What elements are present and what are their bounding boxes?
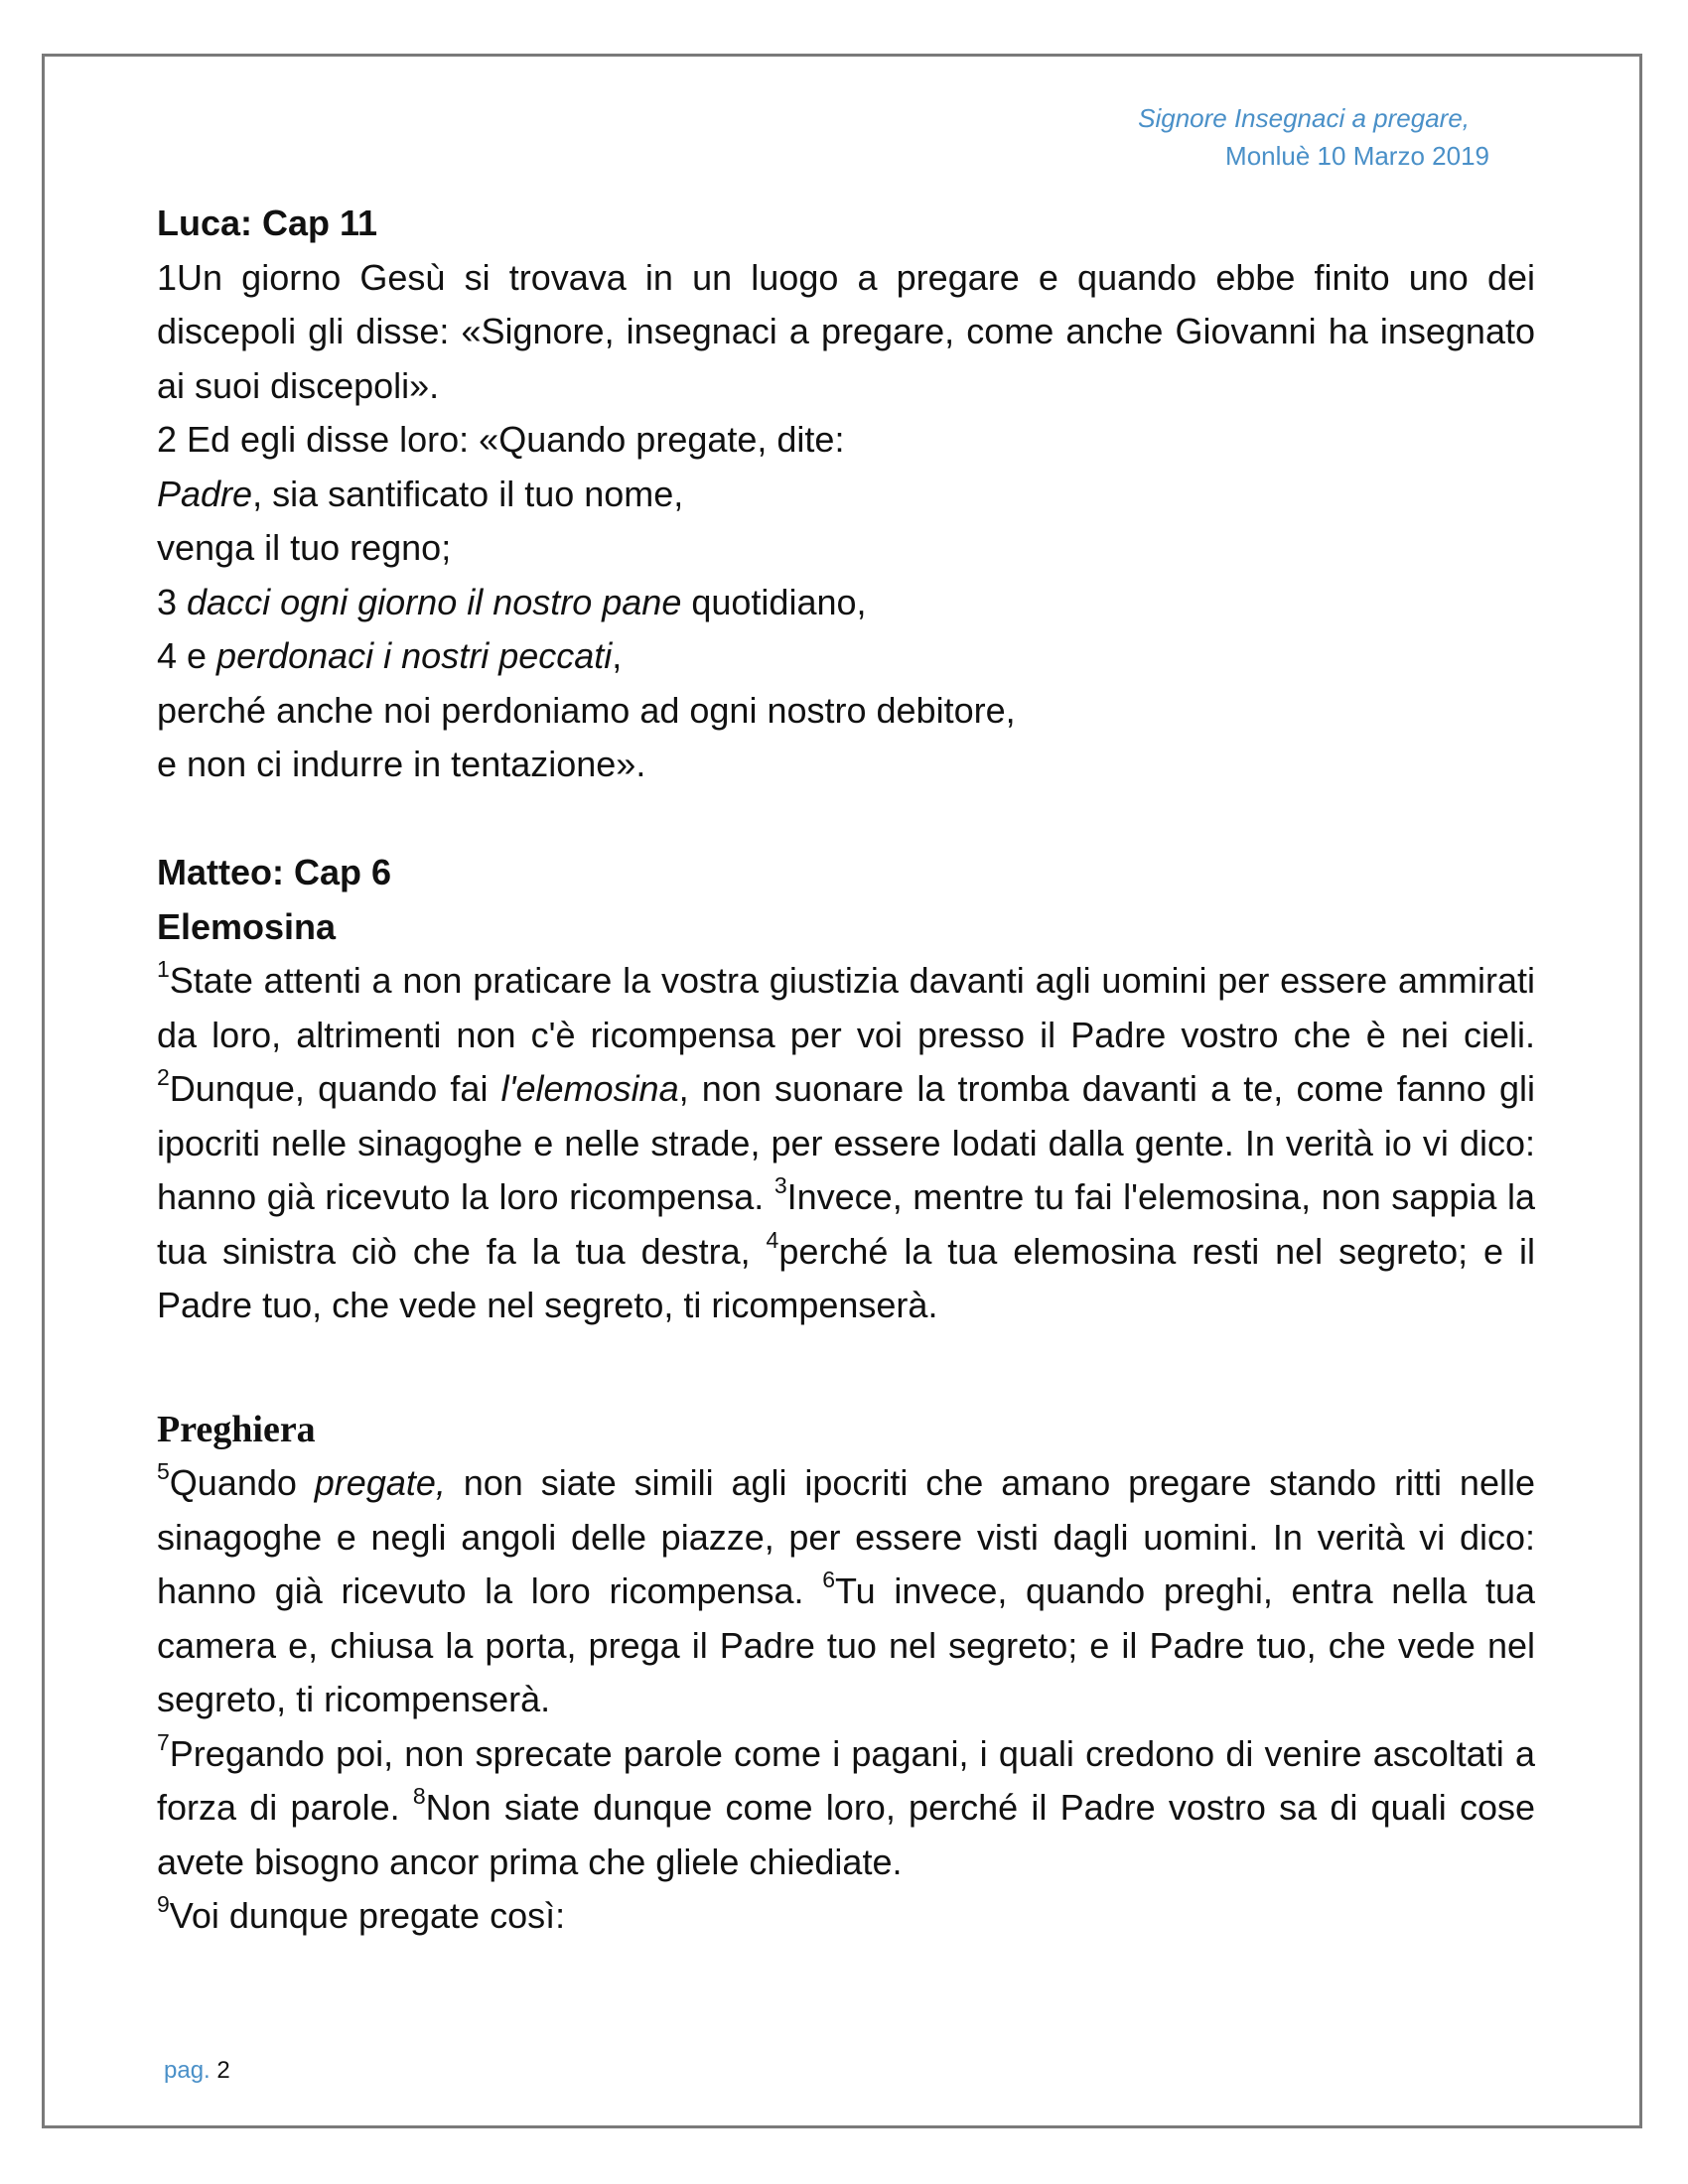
- prayer-line-1: [157, 468, 1535, 522]
- prayer-line-4-text: ,: [612, 635, 623, 676]
- paragraph-text: Tu invece, quando preghi, entra nella tua camera e, chiusa la porta, prega il Padre tuo nel segreto; e il Padre tuo, che vede nel segreto, ti ricompenserà.: [157, 1570, 1535, 1719]
- prayer-line-6: e non ci indurre in tentazione».: [157, 744, 646, 784]
- verse-number: 6: [822, 1567, 836, 1592]
- paragraph-text: , non suonare la tromba davanti a te, come fanno gli ipocriti nelle sinagoghe e nelle strade, per essere lodati dalla gente. In verità io vi dico: hanno già ricevuto la loro ricompensa.: [157, 1068, 1536, 1217]
- luca-verse-2: 2 Ed egli disse loro: «Quando pregate, dite:: [157, 419, 845, 460]
- paragraph-text: Non siate dunque come loro, perché il Padre vostro sa di quali cose avete bisogno ancor prima che gliele chiediate.: [157, 1787, 1535, 1882]
- paragraph-italic: pregate,: [314, 1462, 446, 1503]
- paragraph-italic: l'elemosina: [500, 1068, 679, 1109]
- page-label: pag.: [164, 2057, 211, 2084]
- verse-number: 7: [157, 1728, 170, 1755]
- verse-number: 2: [157, 1064, 170, 1090]
- paragraph-text: Dunque, quando fai: [169, 1068, 501, 1109]
- page-number: 2: [216, 2057, 230, 2084]
- spacer: [157, 1333, 1535, 1403]
- preghiera-paragraph-1: [157, 1456, 1535, 1727]
- preghiera-heading: Preghiera: [157, 1408, 316, 1450]
- prayer-line-4-italic: perdonaci i nostri peccati: [216, 635, 613, 676]
- prayer-line-1-italic: Padre: [157, 473, 253, 514]
- prayer-line-4-num: 4 e: [157, 635, 217, 676]
- prayer-line-3-num: 3: [157, 581, 188, 622]
- spacer: [157, 792, 1535, 847]
- prayer-line-2: venga il tuo regno;: [157, 527, 452, 568]
- paragraph-text: State attenti a non praticare la vostra giustizia davanti agli uomini per essere ammirati da loro, altrimenti non c'è ricompensa per voi presso il Padre vostro che è nei cieli.: [157, 960, 1535, 1055]
- luca-heading: Luca: Cap 11: [157, 203, 378, 243]
- header-title: Signore Insegnaci a pregare,: [1138, 103, 1470, 133]
- matteo-heading: Matteo: Cap 6: [157, 852, 392, 892]
- header-date: Monluè 10 Marzo 2019: [1225, 141, 1489, 171]
- paragraph-text: Pregando poi, non sprecate parole come i pagani, i quali credono di venire ascoltati a forza di parole.: [157, 1732, 1535, 1828]
- prayer-line-3: [157, 576, 1535, 630]
- verse-number: 3: [774, 1172, 787, 1198]
- preghiera-paragraph-3: [157, 1889, 1535, 1944]
- paragraph-text: Invece, mentre tu fai l'elemosina, non sappia la tua sinistra ciò che fa la tua destra,: [157, 1176, 1535, 1272]
- luca-verse-1: 1Un giorno Gesù si trovava in un luogo a pregare e quando ebbe finito uno dei discepoli gli disse: «Signore, insegnaci a pregare, come anche Giovanni ha insegnato ai suoi discepoli».: [157, 256, 1535, 406]
- paragraph-text: perché la tua elemosina resti nel segreto; e il Padre tuo, che vede nel segreto, ti ricompenserà.: [157, 1230, 1535, 1325]
- verse-number: 8: [412, 1783, 426, 1809]
- prayer-line-3-text: quotidiano,: [681, 581, 867, 622]
- preghiera-paragraph-2: [157, 1727, 1535, 1890]
- paragraph-text: non siate simili agli ipocriti che amano pregare stando ritti nelle sinagoghe e negli angoli delle piazze, per essere visti dagli uomini. In verità vi dico: hanno già ricevuto la loro ricompensa.: [157, 1462, 1535, 1611]
- elemosina-paragraph: [157, 954, 1535, 1333]
- verse-number: 5: [157, 1458, 170, 1484]
- paragraph-text: Voi dunque pregate così:: [169, 1895, 566, 1936]
- verse-number: 9: [157, 1891, 170, 1917]
- prayer-line-1-text: , sia santificato il tuo nome,: [252, 473, 684, 514]
- elemosina-heading: Elemosina: [157, 905, 337, 947]
- prayer-line-4: [157, 629, 1535, 684]
- prayer-line-5: perché anche noi perdoniamo ad ogni nostro debitore,: [157, 689, 1016, 731]
- verse-number: 4: [766, 1226, 779, 1253]
- page-header: [1138, 99, 1489, 175]
- prayer-line-3-italic: dacci ogni giorno il nostro pane: [187, 581, 682, 622]
- paragraph-text: Quando: [169, 1462, 315, 1503]
- verse-number: 1: [157, 956, 170, 982]
- page-footer: [164, 2057, 230, 2085]
- document-body: [157, 197, 1535, 1944]
